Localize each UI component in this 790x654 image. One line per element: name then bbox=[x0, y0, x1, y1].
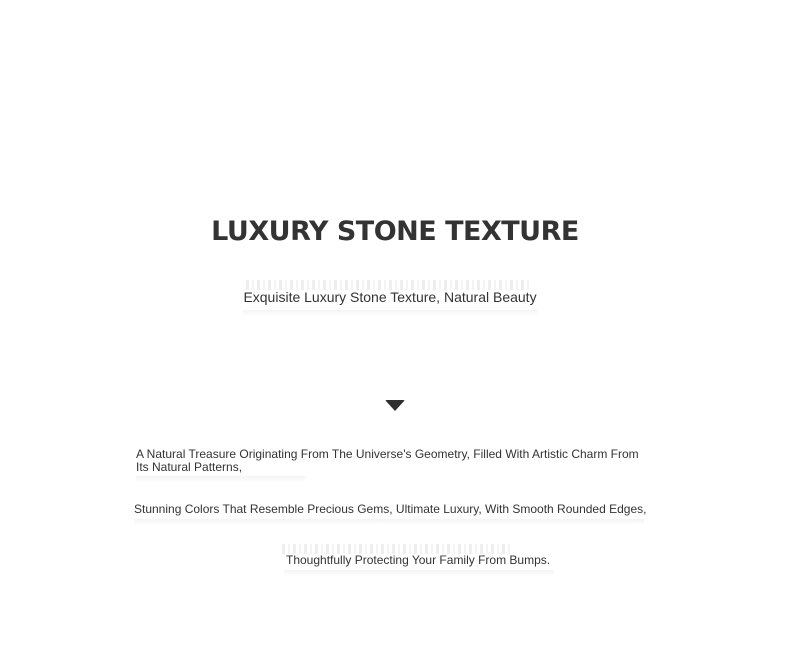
subtitle-reflection-decoration bbox=[243, 310, 537, 316]
page-subtitle: Exquisite Luxury Stone Texture, Natural Beauty bbox=[243, 289, 537, 305]
description-line-3: Thoughtfully Protecting Your Family From Bumps. bbox=[286, 553, 551, 567]
description-line-2-reflection bbox=[134, 519, 644, 525]
caret-down-icon[interactable] bbox=[385, 400, 405, 411]
page-title: LUXURY STONE TEXTURE bbox=[211, 216, 579, 247]
description-line-1: A Natural Treasure Originating From The Universe's Geometry, Filled With Artistic Charm From Its Natural Patterns, bbox=[136, 447, 639, 474]
description-line-1-reflection bbox=[136, 476, 306, 482]
description-line-2: Stunning Colors That Resemble Precious Gems, Ultimate Luxury, With Smooth Rounded Edges, bbox=[134, 502, 647, 516]
description-line-3-reflection bbox=[284, 570, 554, 576]
